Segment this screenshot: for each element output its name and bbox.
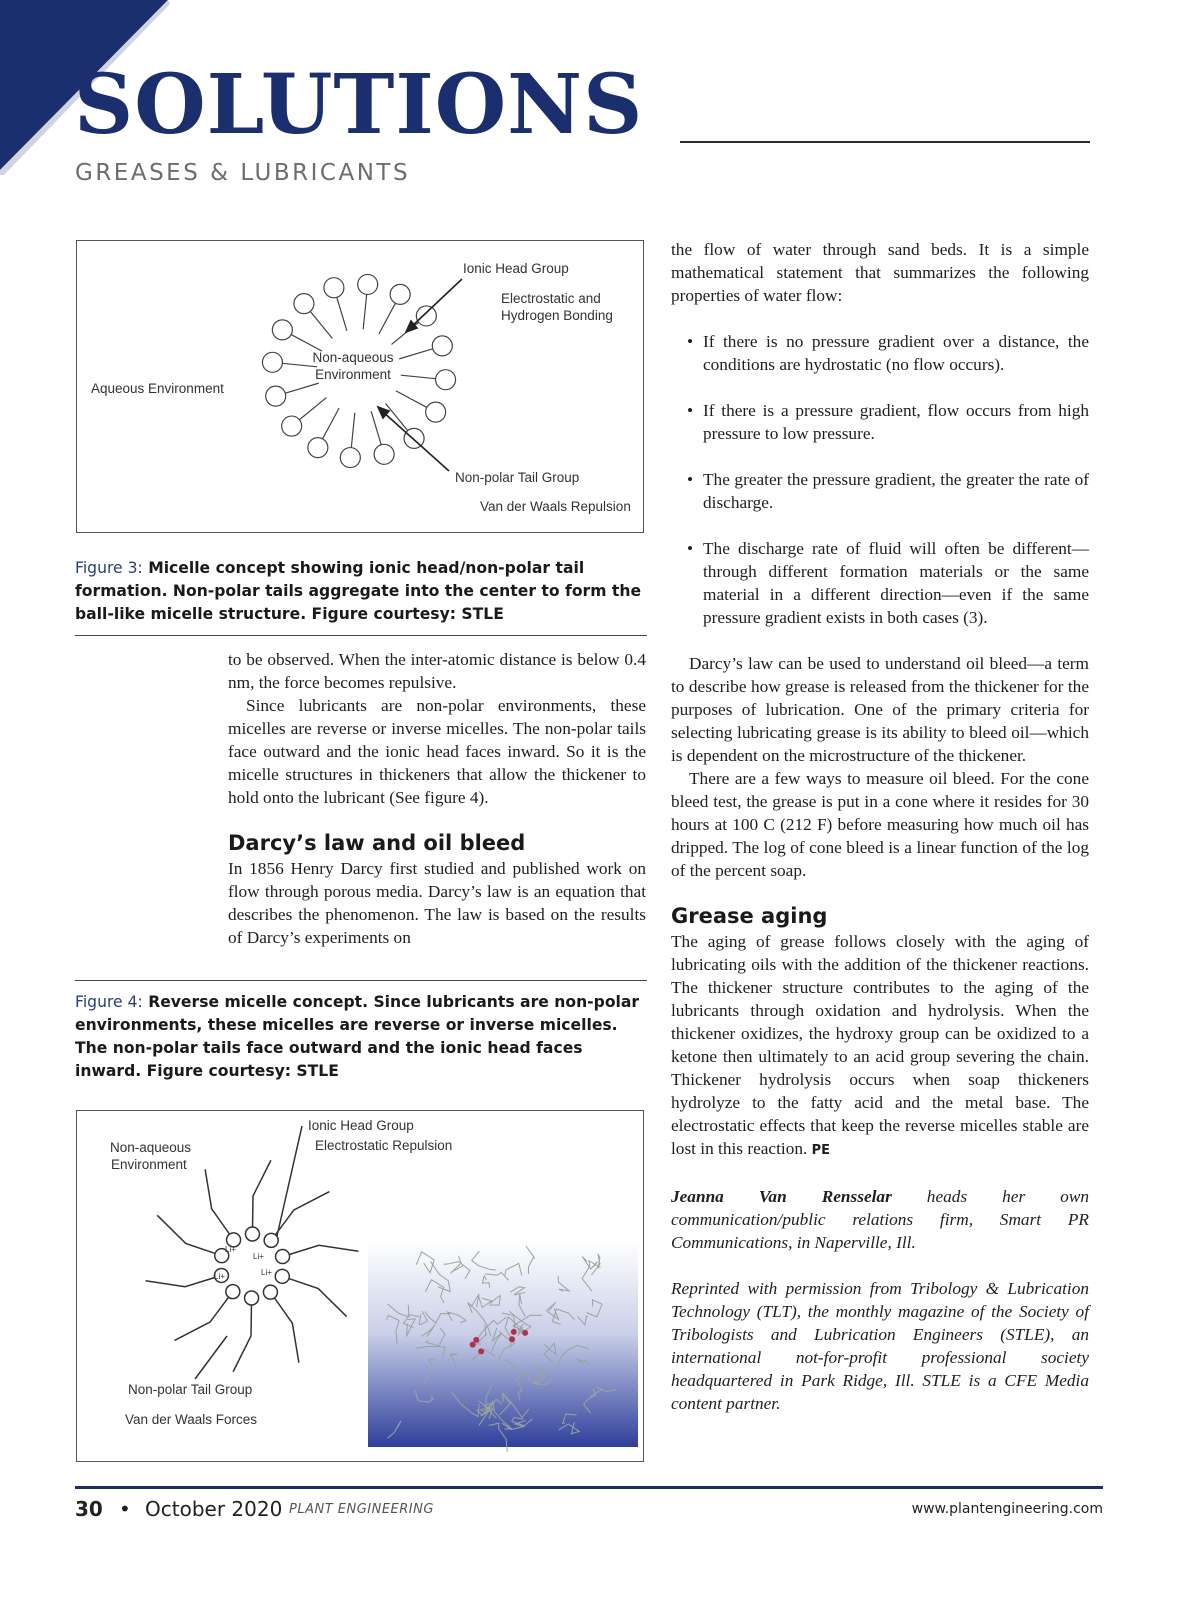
reverse-micelle-tail xyxy=(233,1305,251,1372)
figure-4-caption-text: Reverse micelle concept. Since lubricants are non-polar environments, these micelles are reverse or inverse micelles. The non-polar tails face outward and the ionic head faces inward. Figure courtesy: STLE xyxy=(75,993,640,1080)
label-van-der-waals-forces: Van der Waals Forces xyxy=(125,1412,258,1427)
molecule-atom xyxy=(473,1337,479,1343)
micelle-head xyxy=(374,444,394,464)
label-ionic-head-group: Ionic Head Group xyxy=(463,261,569,276)
micelle-head xyxy=(308,438,328,458)
tail-group-arrow xyxy=(195,1336,227,1379)
heading-darcys-law: Darcy’s law and oil bleed xyxy=(228,831,526,855)
figure-4-reverse-micelle-diagram xyxy=(76,1110,644,1462)
figure-4-label: Figure 4: xyxy=(75,993,143,1011)
paragraph: the flow of water through sand beds. It is a simple mathematical statement that summarizes the following properties of water flow: xyxy=(671,240,1089,305)
header-rule xyxy=(680,141,1090,143)
reverse-micelle-head xyxy=(245,1227,259,1241)
molecular-model-image xyxy=(368,1241,638,1447)
figure-4-caption xyxy=(75,991,647,1083)
footer-separator: • xyxy=(119,1497,131,1521)
section-subtitle: GREASES & LUBRICANTS xyxy=(75,160,411,186)
reverse-micelle-head xyxy=(276,1250,290,1264)
reprint-notice: Reprinted with permission from Tribology & Lubrication Technology (TLT), the monthly magazine of the Society of Tribologists and Lubrication Engineers (STLE), an international not-for-profit professional society headquartered in Park Ridge, Ill. STLE is a CFE Media content partner. xyxy=(671,1279,1089,1413)
reverse-micelle-tail xyxy=(289,1279,347,1317)
micelle-head xyxy=(272,320,292,340)
left-column-text xyxy=(228,648,646,949)
list-item: • If there is no pressure gradient over a distance, the conditions are hydrostatic (no flow occurs). xyxy=(687,330,1089,376)
label-non-polar-tail-group: Non-polar Tail Group xyxy=(455,470,580,485)
label-electrostatic: Electrostatic and xyxy=(501,291,601,306)
caption-rule xyxy=(75,980,647,981)
micelle-head xyxy=(426,402,446,422)
li-ion-label: Li+ xyxy=(214,1272,225,1281)
website-link[interactable]: www.plantengineering.com xyxy=(911,1501,1103,1517)
page-footer xyxy=(75,1497,1103,1527)
list-item: • If there is a pressure gradient, flow occurs from high pressure to low pressure. xyxy=(687,399,1089,445)
li-ion-label: Li+ xyxy=(225,1245,236,1254)
figure-3-caption-text: Micelle concept showing ionic head/non-polar tail formation. Non-polar tails aggregate into the center to form the ball-like micelle structure. Figure courtesy: STLE xyxy=(75,559,642,623)
molecule-atom xyxy=(470,1342,476,1348)
figure-3-caption xyxy=(75,557,647,626)
paragraph-text: The aging of grease follows closely with the aging of lubricating oils with the addition of the thickener reactions. The thickener structure contributes to the aging of the lubricants through oxidation and hydrolysis. When the thickener oxidizes, the hydroxy group can be oxidized to a ketone then ultimately to an acid group severing the chain. Thickener hydrolysis occurs when soap thickeners hydrolyze to the fatty acid and the metal base. The electrostatic effects that keep the reverse micelles stable are lost in this reaction. xyxy=(671,932,1089,1158)
reverse-micelle-head xyxy=(264,1233,278,1247)
issue-date: October 2020 xyxy=(145,1497,283,1521)
micelle-tail xyxy=(299,398,326,420)
paragraph: In 1856 Henry Darcy first studied and published work on flow through porous media. Darcy’s law is an equation that describes the phenomenon. The law is based on the results of Darcy’s experiments on xyxy=(228,859,646,947)
micelle-tail xyxy=(323,408,340,439)
label-aqueous-environment: Aqueous Environment xyxy=(91,381,224,396)
reverse-micelle-tail xyxy=(205,1169,229,1234)
micelle-head xyxy=(416,306,436,326)
label-ionic-head-group: Ionic Head Group xyxy=(308,1118,414,1133)
section-title: SOLUTIONS xyxy=(74,57,644,153)
micelle-tail xyxy=(351,413,354,448)
micelle-head xyxy=(432,336,452,356)
reverse-micelle-head xyxy=(226,1285,240,1299)
reverse-micelle-tail xyxy=(274,1298,298,1363)
reverse-micelle-tail xyxy=(146,1278,215,1287)
bullet-list xyxy=(671,330,1089,629)
reverse-micelle-tail xyxy=(275,1192,329,1235)
li-ion-label: Li+ xyxy=(261,1268,272,1277)
micelle-head xyxy=(390,284,410,304)
head-group-arrow xyxy=(409,279,462,329)
magazine-name: PLANT ENGINEERING xyxy=(289,1502,434,1517)
label-non-polar-tail-group: Non-polar Tail Group xyxy=(128,1382,253,1397)
paragraph: Darcy’s law can be used to understand oil bleed—a term to describe how grease is released from the thickener for the purposes of lubrication. One of the primary criteria for selecting lubricating grease is its ability to bleed oil—which is dependent on the microstructure of the thickener. xyxy=(671,654,1089,765)
micelle-head xyxy=(294,294,314,314)
label-electrostatic-repulsion: Electrostatic Repulsion xyxy=(315,1138,453,1153)
label-environment: Environment xyxy=(315,367,391,382)
molecule-atom xyxy=(509,1336,515,1342)
list-item: • The discharge rate of fluid will often be different—through different formation materials or the same material in a different direction—even if the same pressure gradient exists in both cases (3). xyxy=(687,537,1089,629)
paragraph xyxy=(671,930,1089,1162)
figure-3-label: Figure 3: xyxy=(75,559,143,577)
author-bio-text: heads her own communication/public relations firm, Smart PR Communications, in Naperville, Ill. xyxy=(671,1187,1089,1252)
micelle-tail xyxy=(291,335,322,352)
micelle-head xyxy=(358,274,378,294)
micelle-head xyxy=(282,416,302,436)
micelle-tail xyxy=(363,294,366,329)
head-group-arrow xyxy=(277,1126,302,1236)
reverse-micelle-tail xyxy=(157,1215,215,1253)
reverse-micelle-head xyxy=(263,1285,277,1299)
paragraph: There are a few ways to measure oil bleed. For the cone bleed test, the grease is put in a cone where it resides for 30 hours at 100 C (212 F) before measuring how much oil has dripped. The log of cone bleed is a linear function of the log of the percent soap. xyxy=(671,769,1089,880)
reverse-micelle-head xyxy=(245,1291,259,1305)
author-name: Jeanna Van Rensselar xyxy=(671,1187,892,1206)
end-mark: PE xyxy=(811,1143,831,1158)
paragraph: Since lubricants are non-polar environments, these micelles are reverse or inverse micelles. The non-polar tails face outward and the ionic head faces inward. So it is the micelle structures in thickeners that allow the thickener to hold onto the lubricant (See figure 4). xyxy=(228,696,646,807)
figure-3-micelle-diagram xyxy=(76,240,644,533)
label-hydrogen-bonding: Hydrogen Bonding xyxy=(501,308,613,323)
author-bio xyxy=(671,1185,1089,1254)
label-non-aqueous: Non-aqueous xyxy=(312,350,394,365)
micelle-tail xyxy=(371,411,381,445)
label-non-aqueous: Non-aqueous xyxy=(110,1140,192,1155)
molecule-atom xyxy=(511,1329,517,1335)
micelle-tail xyxy=(285,383,319,393)
reverse-micelle-tail xyxy=(175,1297,229,1340)
li-ion-label: Li+ xyxy=(253,1252,264,1261)
right-column-text xyxy=(671,238,1089,1415)
page-number: 30 xyxy=(75,1497,103,1521)
micelle-head xyxy=(436,370,456,390)
micelle-tail xyxy=(396,391,427,408)
heading-grease-aging: Grease aging xyxy=(671,904,828,928)
reverse-micelle-tail xyxy=(289,1245,358,1254)
molecule-atom xyxy=(478,1348,484,1354)
micelle-head xyxy=(324,278,344,298)
label-van-der-waals-repulsion: Van der Waals Repulsion xyxy=(480,499,631,514)
label-environment: Environment xyxy=(111,1157,187,1172)
micelle-head xyxy=(266,386,286,406)
micelle-tail xyxy=(399,349,433,359)
list-item: • The greater the pressure gradient, the greater the rate of discharge. xyxy=(687,468,1089,514)
reverse-micelle-tail xyxy=(253,1160,271,1227)
micelle-tail xyxy=(310,311,332,338)
molecule-atom xyxy=(522,1330,528,1336)
micelle-tail xyxy=(379,303,396,334)
caption-rule xyxy=(75,635,647,636)
micelle-head xyxy=(340,448,360,468)
paragraph: to be observed. When the inter-atomic distance is below 0.4 nm, the force becomes repulsive. xyxy=(228,650,646,692)
micelle-head xyxy=(262,352,282,372)
micelle-tail xyxy=(337,297,347,331)
reverse-micelle-head xyxy=(275,1269,289,1283)
footer-rule xyxy=(75,1486,1103,1489)
micelle-tail xyxy=(401,375,436,378)
